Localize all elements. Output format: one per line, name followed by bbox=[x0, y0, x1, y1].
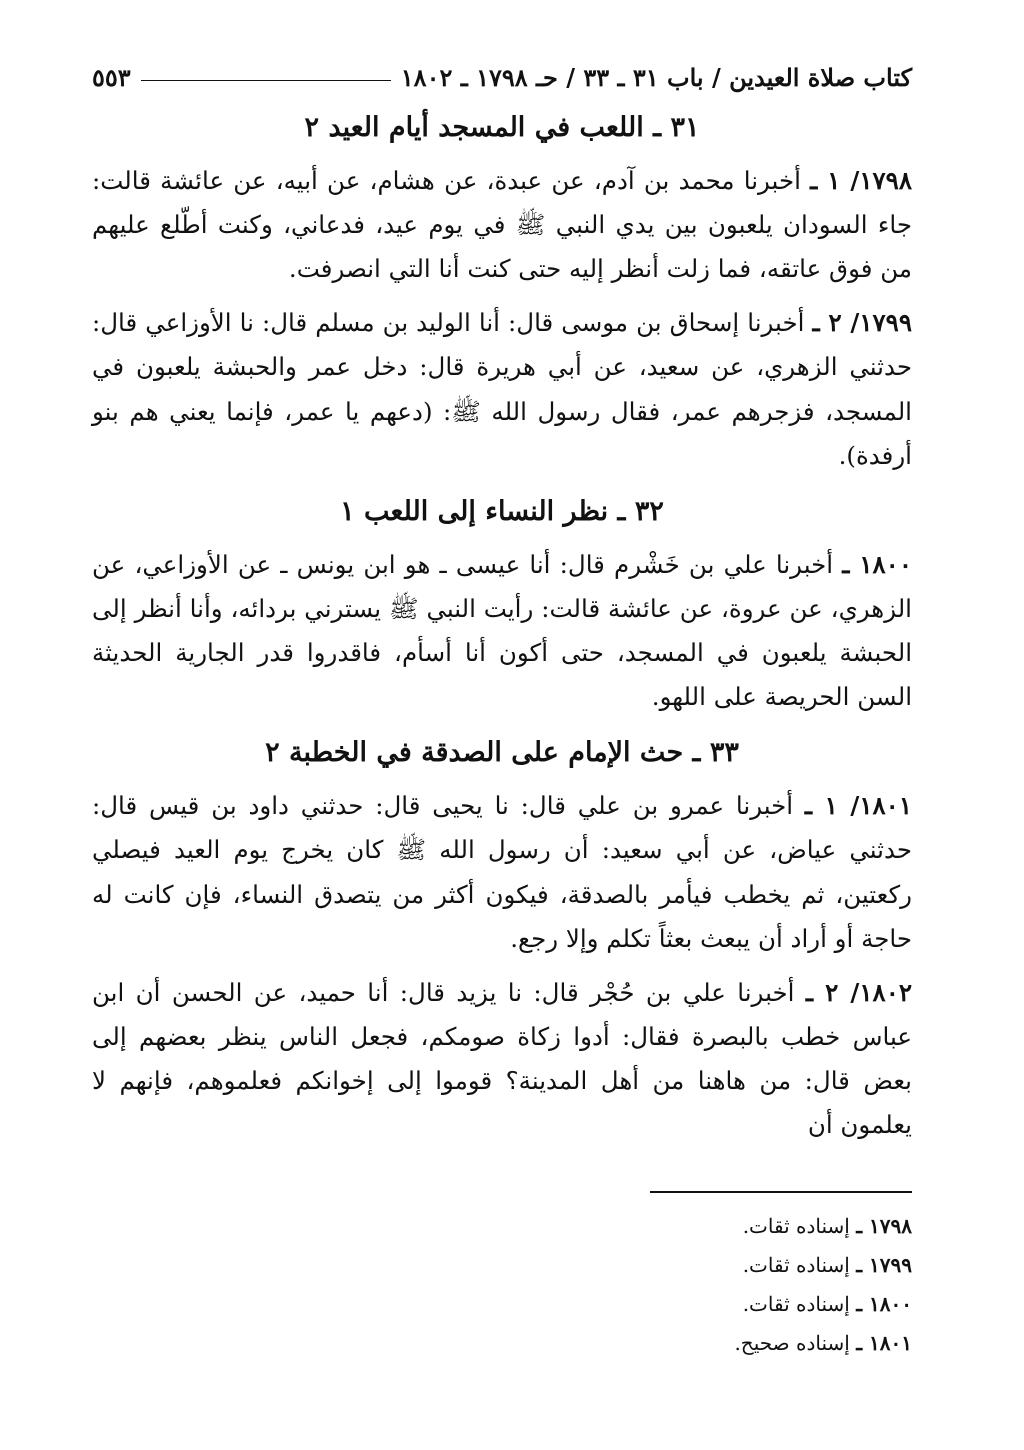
section-title-31: ٣١ ـ اللعب في المسجد أيام العيد ٢ bbox=[304, 112, 700, 143]
running-header bbox=[92, 60, 912, 94]
footnote-number: ١٧٩٩ ـ bbox=[856, 1253, 912, 1278]
hadith-number: ١٧٩٩/ ٢ ـ bbox=[812, 308, 912, 338]
footnote-1800 bbox=[92, 1285, 912, 1324]
footnote-text: إسناده ثقات. bbox=[742, 1292, 850, 1317]
footnote-1798 bbox=[92, 1207, 912, 1246]
footnote-text: إسناده صحيح. bbox=[734, 1331, 850, 1356]
footnote-1799 bbox=[92, 1246, 912, 1285]
running-title: كتاب صلاة العيدين / باب ٣١ ـ ٣٣ / حـ ١٧٩٨ ـ ١٨٠٢ bbox=[400, 62, 912, 92]
section-title-33: ٣٣ ـ حث الإمام على الصدقة في الخطبة ٢ bbox=[265, 737, 739, 769]
hadith-number: ١٨٠٠ ـ bbox=[842, 549, 912, 579]
footnote-text: إسناده ثقات. bbox=[742, 1253, 850, 1278]
hadith-text: أخبرنا علي بن خَشْرم قال: أنا عيسى ـ هو ابن يونس ـ عن الأوزاعي، عن الزهري، عن عروة، عن عائشة قالت: رأيت النبي ﷺ يسترني بردائه، وأنا أنظر إلى الحبشة يلعبون في المسجد، حتى أكون أنا أسأم، فاقدروا قدر الجارية الحديثة السن الحريصة على اللهو. bbox=[92, 549, 912, 712]
footnote-number: ١٧٩٨ ـ bbox=[856, 1214, 912, 1239]
hadith-number: ١٨٠٢/ ٢ ـ bbox=[805, 977, 913, 1007]
hadith-number: ١٧٩٨/ ١ ـ bbox=[810, 166, 912, 196]
hadith-1800 bbox=[92, 543, 912, 719]
footnote-rule bbox=[650, 1191, 912, 1193]
hadith-text: أخبرنا محمد بن آدم، عن عبدة، عن هشام، عن أبيه، عن عائشة قالت: جاء السودان يلعبون بين يدي النبي ﷺ في يوم عيد، فدعاني، وكنت أطّلع عليهم من فوق عاتقه، فما زلت أنظر إليه حتى كنت أنا التي انصرفت. bbox=[92, 166, 912, 284]
hadith-text: أخبرنا إسحاق بن موسى قال: أنا الوليد بن مسلم قال: نا الأوزاعي قال: حدثني الزهري، عن سعيد، عن أبي هريرة قال: دخل عمر والحبشة يلعبون في المسجد، فزجرهم عمر، فقال رسول الله ﷺ: (دعهم يا عمر، فإنما يعني هم بنو أرفدة). bbox=[92, 308, 912, 470]
hadith-1798 bbox=[92, 159, 912, 291]
section-title-32: ٣٢ ـ نظر النساء إلى اللعب ١ bbox=[340, 495, 664, 527]
footnotes bbox=[92, 1191, 912, 1363]
book-page bbox=[92, 60, 912, 1430]
footnote-text: إسناده ثقات. bbox=[742, 1214, 850, 1239]
hadith-1802 bbox=[92, 971, 912, 1147]
footnote-1801 bbox=[92, 1324, 912, 1363]
footnote-number: ١٨٠١ ـ bbox=[856, 1331, 912, 1356]
hadith-1801 bbox=[92, 784, 912, 960]
header-rule bbox=[141, 80, 391, 81]
footnote-number: ١٨٠٠ ـ bbox=[856, 1292, 912, 1317]
page-number: ٥٥٣ bbox=[92, 62, 131, 92]
hadith-text: أخبرنا علي بن حُجْر قال: نا يزيد قال: أنا حميد، عن الحسن أن ابن عباس خطب بالبصرة فقال: أدوا زكاة صومكم، فجعل الناس ينظر بعضهم إلى بعض قال: من هاهنا من أهل المدينة؟ قوموا إلى إخوانكم فعلموهم، فإنهم لا يعلمون أن bbox=[92, 977, 912, 1139]
hadith-1799 bbox=[92, 301, 912, 477]
hadith-text: أخبرنا عمرو بن علي قال: نا يحيى قال: حدثني داود بن قيس قال: حدثني عياض، عن أبي سعيد: أن رسول الله ﷺ كان يخرج يوم العيد فيصلي ركعتين، ثم يخطب فيأمر بالصدقة، فيكون أكثر من يتصدق النساء، فإن كانت له حاجة أو أراد أن يبعث بعثاً تكلم وإلا رجع. bbox=[92, 791, 912, 953]
hadith-number: ١٨٠١/ ١ ـ bbox=[804, 791, 912, 821]
